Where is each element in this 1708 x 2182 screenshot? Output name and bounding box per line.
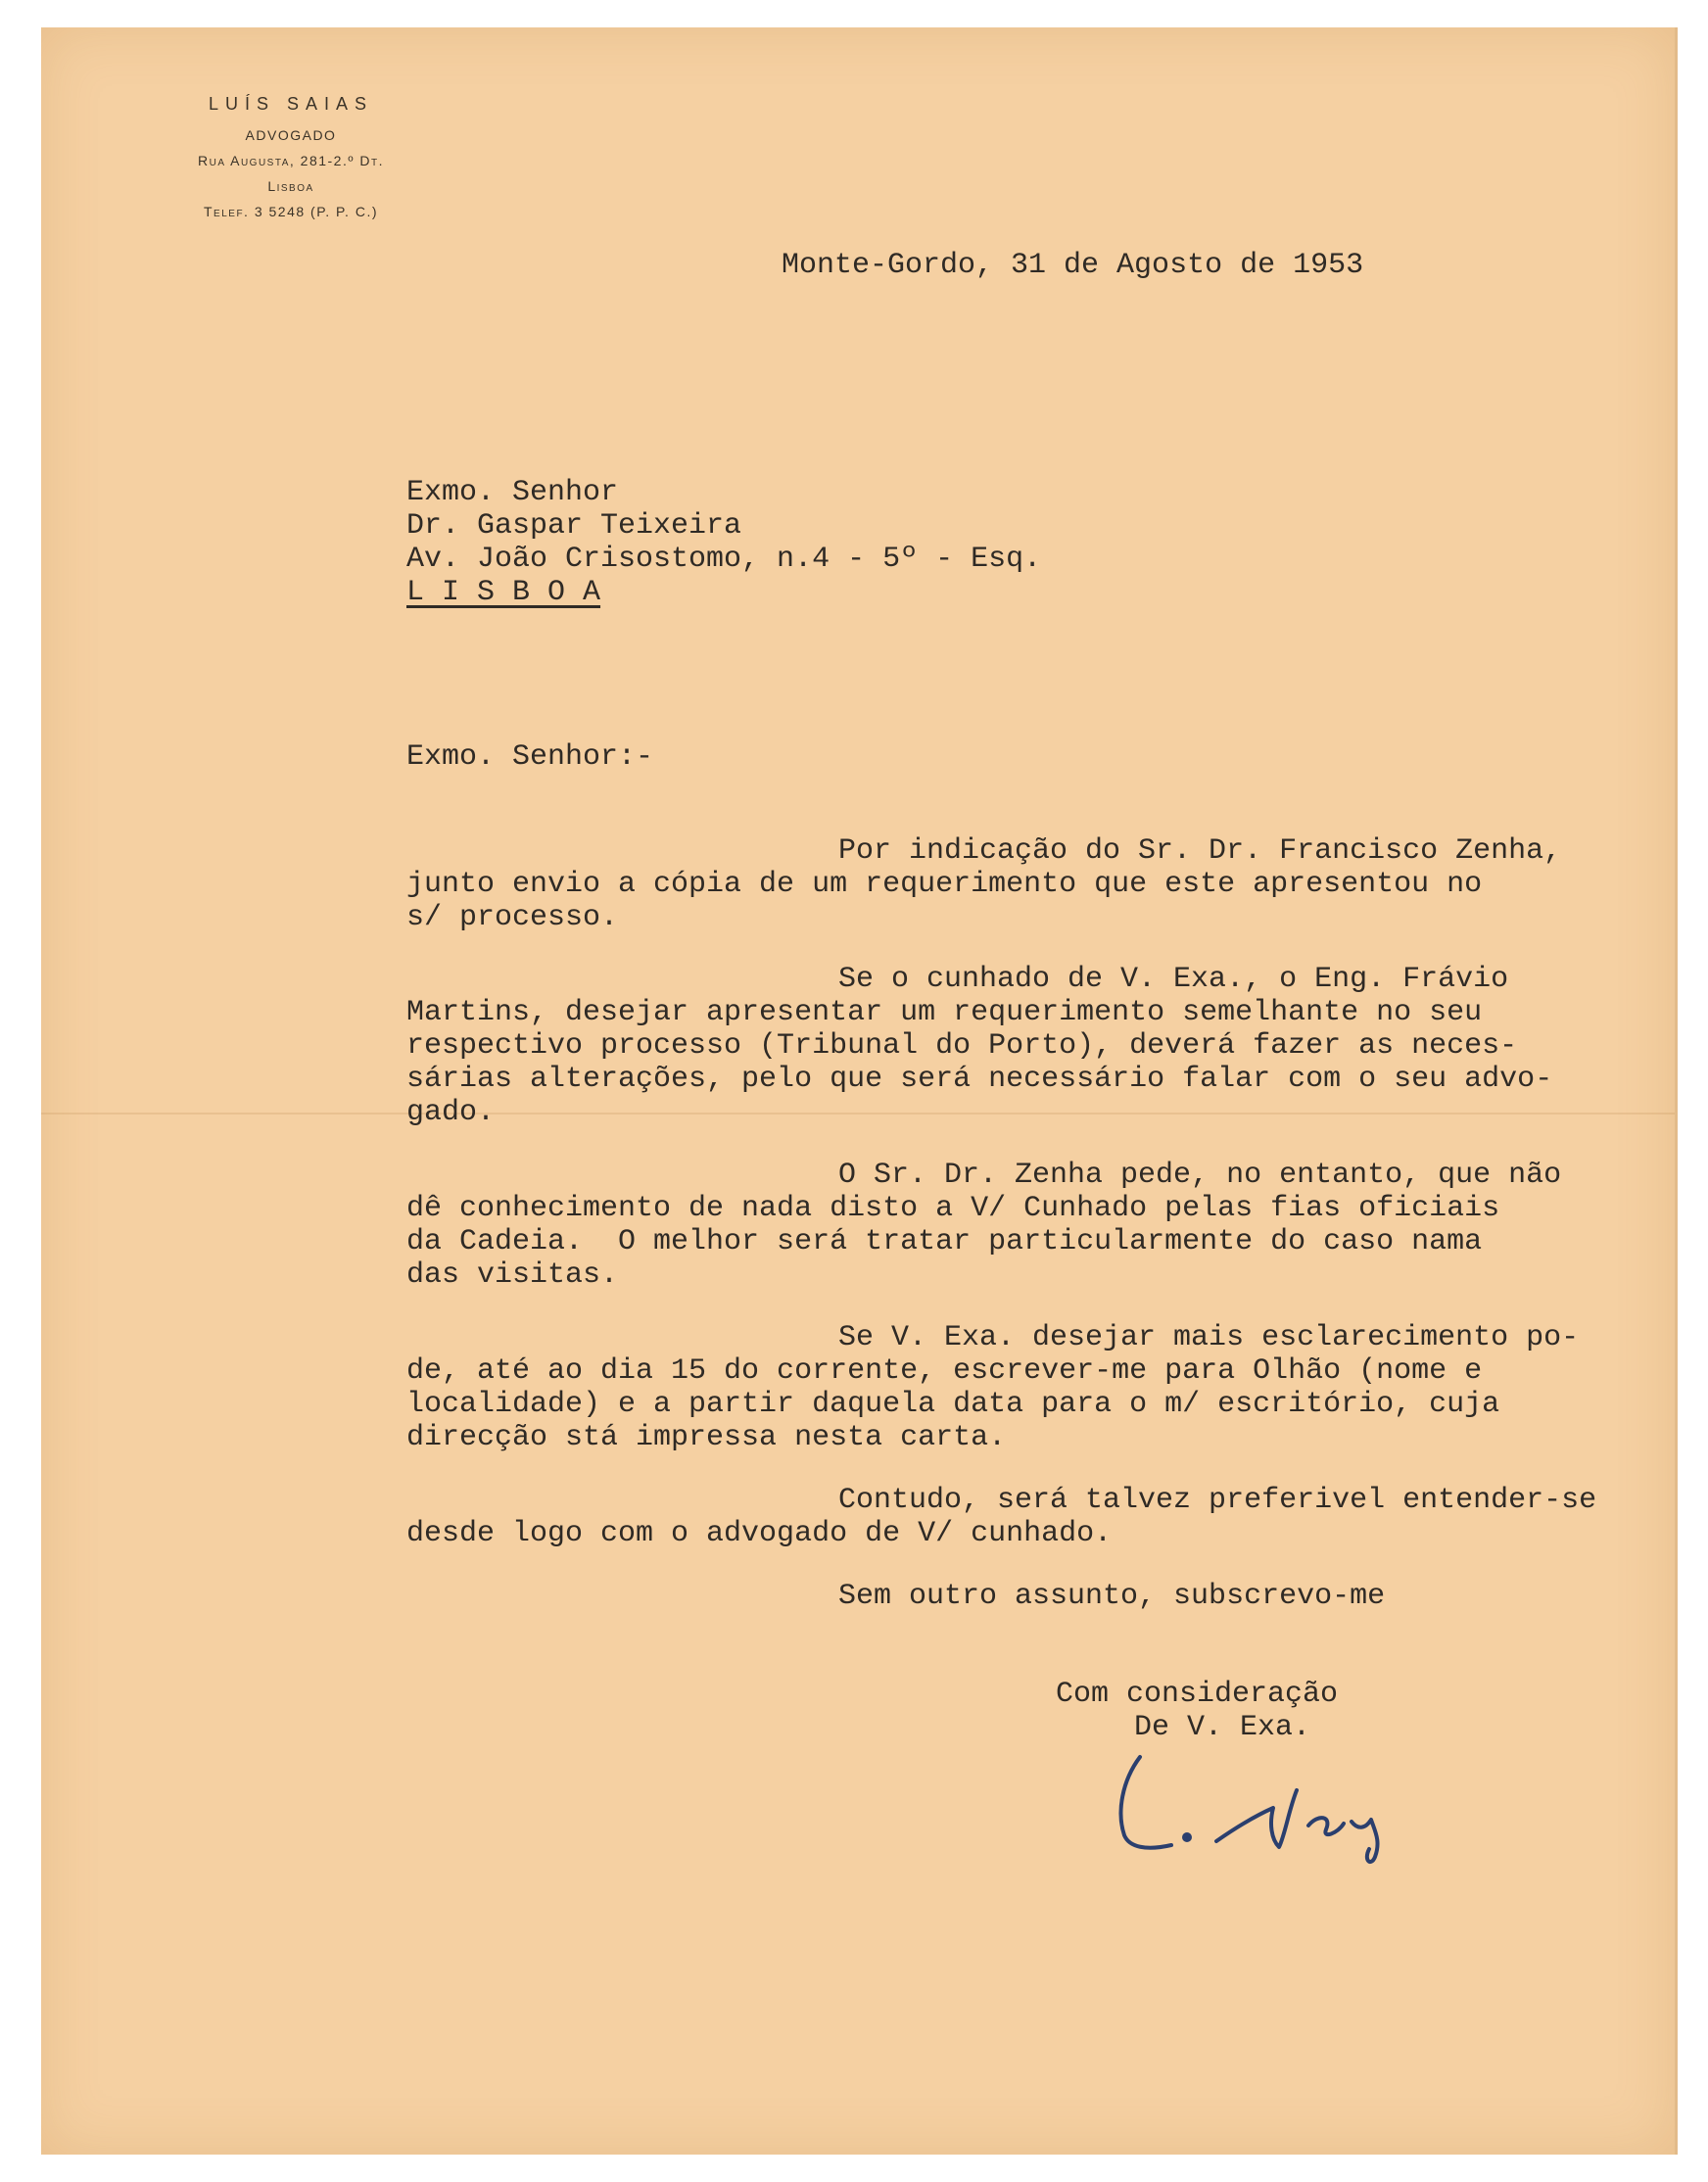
letterhead: [129, 94, 452, 224]
signature-strokes: [1121, 1757, 1378, 1862]
paragraph-2-line-4: sárias alterações, pelo que será necessário falar com o seu advo-: [406, 1063, 1553, 1096]
letterhead-title: ADVOGADO: [245, 127, 337, 143]
paragraph-2-line-2: Martins, desejar apresentar um requerimento semelhante no seu: [406, 996, 1483, 1029]
letterhead-city: Lisboa: [267, 178, 314, 194]
paragraph-2-line-3: respectivo processo (Tribunal do Porto), deverá fazer as neces-: [406, 1029, 1518, 1063]
handwritten-signature: [1099, 1751, 1491, 1888]
paragraph-4-line-1: Se V. Exa. desejar mais esclarecimento po-: [838, 1321, 1580, 1354]
recipient-city: L I S B O A: [406, 576, 601, 609]
recipient-name: Dr. Gaspar Teixeira: [406, 509, 742, 543]
paragraph-3-line-3: da Cadeia. O melhor será tratar particularmente do caso nama: [406, 1225, 1483, 1258]
date-line: Monte-Gordo, 31 de Agosto de 1953: [782, 249, 1364, 282]
paragraph-1-line-1: Por indicação do Sr. Dr. Francisco Zenha,: [838, 834, 1562, 868]
paragraph-5-line-2: desde logo com o advogado de V/ cunhado.: [406, 1517, 1113, 1550]
paragraph-1-line-3: s/ processo.: [406, 901, 619, 934]
paragraph-5-line-1: Contudo, será talvez preferivel entender-se: [838, 1484, 1597, 1517]
letterhead-name: LUÍS SAIAS: [208, 94, 374, 114]
paragraph-2-line-1: Se o cunhado de V. Exa., o Eng. Frávio: [838, 963, 1509, 996]
paragraph-6-line-1: Sem outro assunto, subscrevo-me: [838, 1580, 1386, 1613]
paragraph-3-line-1: O Sr. Dr. Zenha pede, no entanto, que não: [838, 1159, 1562, 1192]
paragraph-3-line-4: das visitas.: [406, 1258, 619, 1292]
letterhead-address: Rua Augusta, 281-2.º Dt.: [198, 153, 384, 168]
letterhead-phone: Telef. 3 5248 (P. P. C.): [204, 204, 378, 219]
paragraph-1-line-2: junto envio a cópia de um requerimento que este apresentou no: [406, 868, 1483, 901]
greeting: Exmo. Senhor:-: [406, 740, 654, 774]
paper-fold-line: [41, 1113, 1675, 1115]
recipient-address: Av. João Crisostomo, n.4 - 5º - Esq.: [406, 543, 1042, 576]
paragraph-2-line-5: gado.: [406, 1096, 496, 1129]
closing-line-1: Com consideração: [1056, 1678, 1339, 1711]
paragraph-4-line-3: localidade) e a partir daquela data para o m/ escritório, cuja: [406, 1388, 1500, 1421]
paragraph-4-line-2: de, até ao dia 15 do corrente, escrever-me para Olhão (nome e: [406, 1354, 1483, 1388]
paragraph-4-line-4: direcção stá impressa nesta carta.: [406, 1421, 1007, 1454]
paragraph-3-line-2: dê conhecimento de nada disto a V/ Cunhado pelas fias oficiais: [406, 1192, 1500, 1225]
letter-sheet: [41, 27, 1678, 2155]
closing-line-2: De V. Exa.: [1134, 1711, 1311, 1744]
recipient-salutation: Exmo. Senhor: [406, 476, 619, 509]
